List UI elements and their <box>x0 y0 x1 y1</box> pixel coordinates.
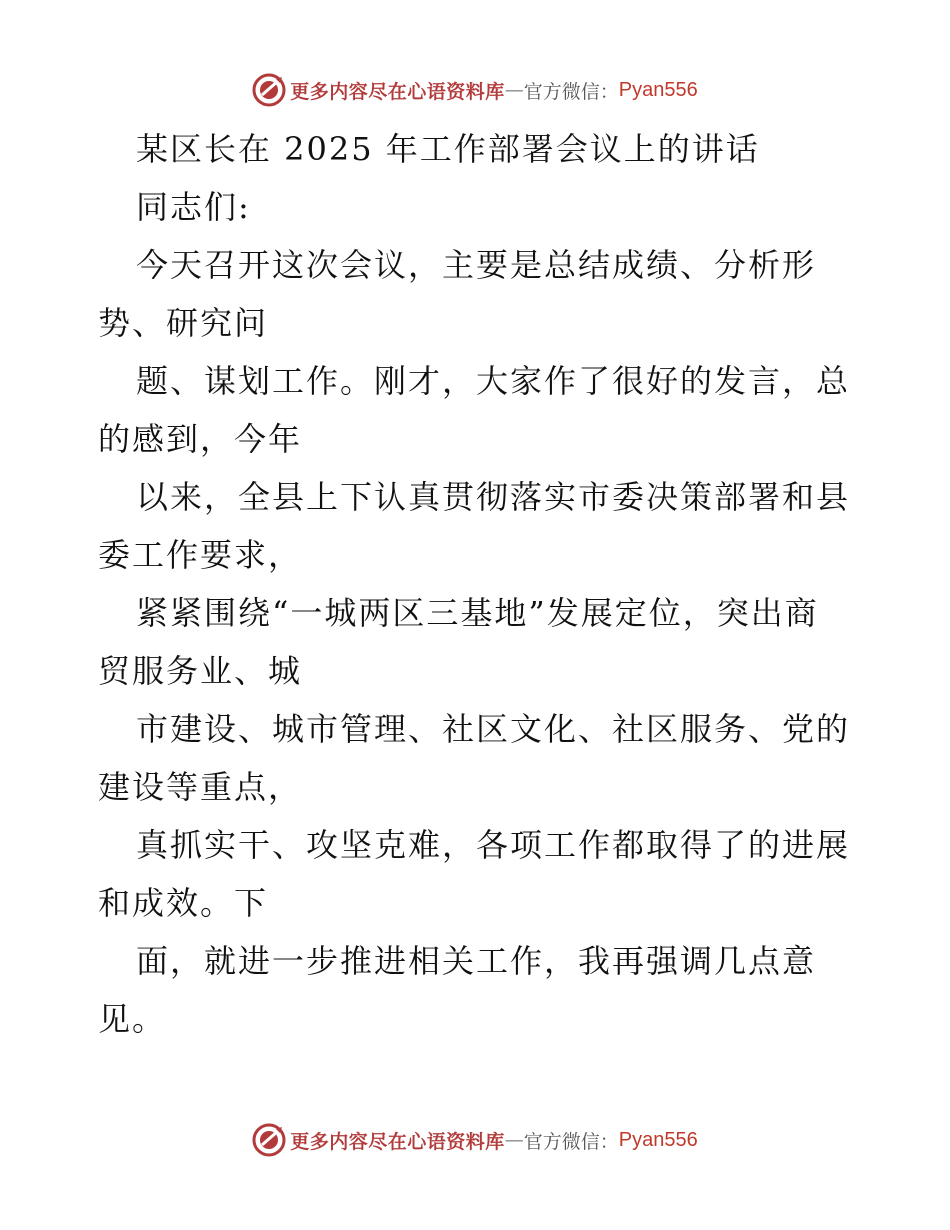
text-line: 紧紧围绕“一城两区三基地”发展定位，突出商 <box>136 594 819 632</box>
text-line: 市建设、城市管理、社区文化、社区服务、党的 <box>136 710 851 748</box>
text-line: 真抓实干、攻坚克难，各项工作都取得了的进展 <box>136 826 851 864</box>
salutation: 同志们: <box>136 188 251 226</box>
watermark-separator: — <box>504 1129 524 1151</box>
text-line: 建设等重点， <box>98 768 303 806</box>
watermark-slogan: 更多内容尽在心语资料库 <box>290 80 505 103</box>
text-line: 今天召开这次会议，主要是总结成绩、分析形 <box>136 246 817 284</box>
logo-icon <box>252 1123 286 1157</box>
watermark-wechat-label: 官方微信： <box>523 1130 619 1153</box>
footer-watermark <box>0 1120 950 1160</box>
text-line: 见。 <box>98 1000 167 1038</box>
text-line: 题、谋划工作。刚才，大家作了很好的发言，总 <box>136 362 851 400</box>
text-line: 和成效。下 <box>98 884 269 922</box>
watermark-wechat-id: Pyan556 <box>618 78 698 101</box>
header-watermark <box>0 70 950 110</box>
text-line: 面，就进一步推进相关工作，我再强调几点意 <box>136 942 817 980</box>
logo-icon <box>252 73 286 107</box>
watermark-slogan: 更多内容尽在心语资料库 <box>290 1130 505 1153</box>
watermark-separator: — <box>504 79 524 101</box>
text-line: 势、研究问 <box>98 304 269 342</box>
text-line: 以来，全县上下认真贯彻落实市委决策部署和县 <box>136 478 851 516</box>
document-title: 某区长在 2025 年工作部署会议上的讲话 <box>136 130 760 168</box>
watermark-wechat-label: 官方微信： <box>523 80 619 103</box>
watermark-wechat-id: Pyan556 <box>618 1128 698 1151</box>
text-line: 贸服务业、城 <box>98 652 303 690</box>
text-line: 委工作要求， <box>98 536 303 574</box>
document-body <box>98 120 858 1048</box>
text-line: 的感到，今年 <box>98 420 303 458</box>
